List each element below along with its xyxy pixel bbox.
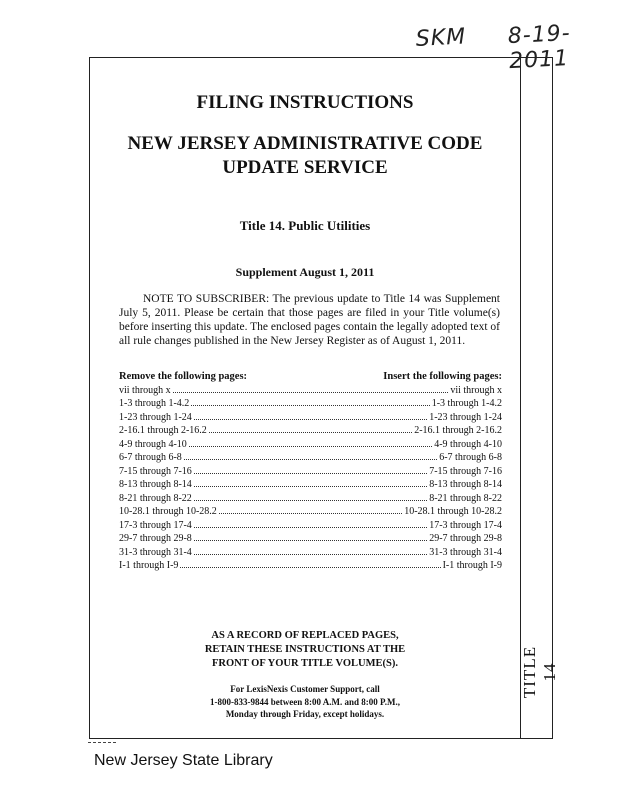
support-line3: Monday through Friday, except holidays. [225, 709, 385, 719]
insert-pages: 8-13 through 8-14 [429, 479, 502, 490]
leader-dots [194, 546, 427, 555]
table-row [119, 451, 502, 465]
insert-pages: 2-16.1 through 2-16.2 [414, 425, 502, 436]
insert-pages: 1-3 through 1-4.2 [431, 398, 502, 409]
table-row [119, 532, 502, 546]
record-line1: AS A RECORD OF REPLACED PAGES, [211, 630, 399, 641]
remove-pages: 1-23 through 1-24 [119, 411, 192, 423]
leader-dots [194, 411, 427, 420]
edge-mark [88, 742, 116, 744]
leader-dots [180, 559, 440, 568]
handwritten-initials: SKM [415, 24, 467, 52]
page-list-header [119, 371, 502, 384]
table-row [119, 478, 502, 492]
remove-pages: 6-7 through 6-8 [119, 452, 182, 463]
code-title-line1: NEW JERSEY ADMINISTRATIVE CODE [127, 133, 483, 154]
leader-dots [194, 492, 427, 501]
table-row [119, 505, 502, 519]
library-stamp: New Jersey State Library [94, 752, 273, 769]
leader-dots [194, 478, 427, 487]
supplement-date: Supplement August 1, 2011 [235, 265, 375, 279]
remove-pages: 8-21 through 8-22 [119, 492, 192, 504]
remove-pages: 10-28.1 through 10-28.2 [119, 506, 217, 517]
leader-dots [194, 465, 427, 474]
remove-pages: 2-16.1 through 2-16.2 [119, 425, 207, 436]
record-line3: FRONT OF YOUR TITLE VOLUME(S). [212, 658, 398, 669]
remove-pages: I-1 through I-9 [119, 560, 179, 571]
leader-dots [194, 532, 427, 541]
table-row [119, 519, 502, 533]
subscriber-note: NOTE TO SUBSCRIBER: The previous update to Title 14 was Supplement July 5, 2011. Please be certain that those pages are filed in your Title volume(s) before inserting this update. The enclosed pages contain the legally adopted text of all rule changes published in the New Jersey Register as of August 1, 2011. [119, 293, 500, 347]
record-line2: RETAIN THESE INSTRUCTIONS AT THE [204, 644, 406, 655]
insert-pages: 8-21 through 8-22 [429, 492, 502, 504]
support-line2: 1-800-833-9844 between 8:00 A.M. and 8:00 P.M., [210, 696, 400, 707]
insert-pages: 1-23 through 1-24 [429, 411, 502, 423]
code-title [89, 132, 521, 180]
table-row [119, 465, 502, 479]
table-row [119, 384, 502, 398]
remove-pages: 4-9 through 4-10 [119, 438, 187, 450]
leader-dots [194, 519, 427, 528]
leader-dots [209, 424, 412, 433]
handwritten-date: 8-19-2011 [507, 20, 572, 75]
remove-pages: 7-15 through 7-16 [119, 465, 192, 477]
insert-pages: I-1 through I-9 [442, 560, 502, 571]
table-row [119, 492, 502, 506]
page-title: FILING INSTRUCTIONS [196, 92, 414, 113]
code-title-line2: UPDATE SERVICE [222, 157, 388, 178]
page-replacement-list [119, 371, 502, 573]
leader-dots [219, 505, 402, 514]
remove-pages: vii through x [119, 384, 171, 396]
table-row [119, 438, 502, 452]
leader-dots [184, 451, 437, 460]
page-rows [119, 384, 502, 573]
table-row [119, 559, 502, 573]
insert-pages: vii through x [450, 384, 502, 396]
insert-pages: 17-3 through 17-4 [429, 519, 502, 531]
insert-pages: 31-3 through 31-4 [429, 546, 502, 558]
spine-tab [521, 57, 553, 739]
insert-pages: 4-9 through 4-10 [434, 438, 502, 450]
record-notice [89, 629, 521, 671]
remove-pages: 17-3 through 17-4 [119, 519, 192, 531]
table-row [119, 397, 502, 411]
customer-support [89, 683, 521, 721]
leader-dots [191, 397, 429, 406]
insert-pages: 10-28.1 through 10-28.2 [404, 506, 502, 517]
remove-pages: 8-13 through 8-14 [119, 479, 192, 490]
leader-dots [173, 384, 449, 393]
table-row [119, 546, 502, 560]
insert-pages: 7-15 through 7-16 [429, 465, 502, 477]
remove-pages: 31-3 through 31-4 [119, 546, 192, 558]
title-subject: Title 14. Public Utilities [239, 218, 371, 233]
spine-label: TITLE 14 [520, 645, 559, 699]
table-row [119, 424, 502, 438]
leader-dots [189, 438, 432, 447]
insert-pages: 6-7 through 6-8 [439, 452, 502, 463]
insert-pages: 29-7 through 29-8 [429, 533, 502, 544]
insert-header: Insert the following pages: [383, 371, 502, 382]
remove-header: Remove the following pages: [119, 371, 248, 382]
table-row [119, 411, 502, 425]
remove-pages: 29-7 through 29-8 [119, 533, 192, 544]
remove-pages: 1-3 through 1-4.2 [119, 398, 190, 409]
support-line1: For LexisNexis Customer Support, call [230, 684, 380, 694]
